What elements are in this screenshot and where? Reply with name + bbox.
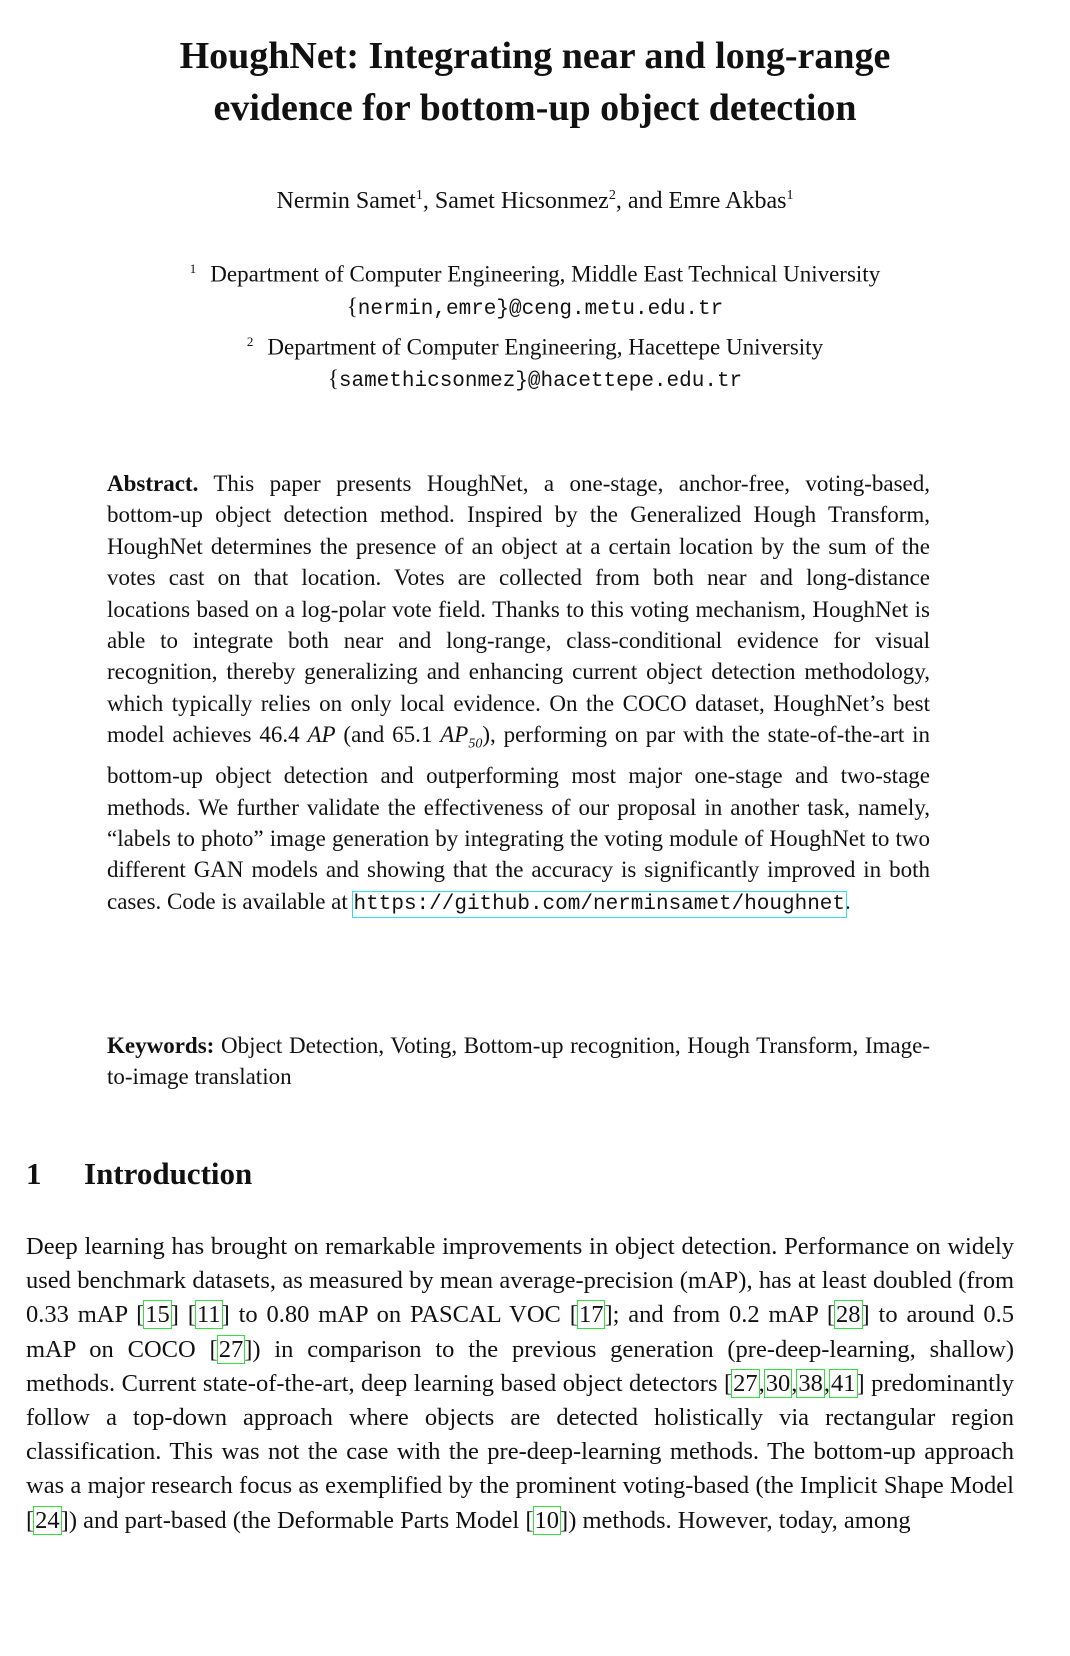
intro-text: ) methods. However, today, among	[568, 1506, 911, 1534]
intro-text: to 0.80 mAP on PASCAL VOC	[229, 1301, 570, 1329]
abstract-text: This paper presents HoughNet, a one-stage, anchor-free, voting-based, bottom-up object detection method. Inspired by the Generalized Hough Transform, HoughNet determines the presence of an object at a certain location by the sum of the votes cast on that location. Votes are collected from both near and long-distance locations based on a log-polar vote field. Thanks to this voting mechanism, HoughNet is able to integrate both near and long-range, class-conditional evidence for visual recognition, thereby generalizing and enhancing current object detection methodology, which typically relies on only local evidence. On the COCO dataset, HoughNet’s best model achieves 46.4	[107, 471, 930, 748]
intro-text: ; and from 0.2 mAP	[612, 1301, 827, 1329]
author-affiliation-mark: 1	[415, 188, 423, 203]
metric-base: AP	[440, 722, 469, 748]
affiliations	[0, 253, 1070, 398]
intro-text: to around 0.5 mAP on COCO	[26, 1301, 1014, 1363]
intro-text: ] predominantly follow a top-down approach where objects are detected holistically via rectangular region classification. This was not the case with the pre-deep-learning methods. The bottom-up approach was a major research focus as exemplified by the prominent voting-based (the Implicit Shape Model	[26, 1369, 1015, 1500]
email-brace: {	[346, 293, 358, 319]
keywords-label: Keywords:	[107, 1033, 215, 1058]
citation-link[interactable]: 27	[733, 1369, 758, 1397]
section-heading	[26, 1156, 252, 1192]
author-name: Emre Akbas	[668, 188, 787, 214]
email-domain: }@ceng.metu.edu.tr	[496, 297, 724, 321]
affiliation-2	[0, 326, 1070, 364]
abstract-end: .	[845, 888, 851, 914]
author-affiliation-mark: 2	[608, 188, 616, 203]
author-separator: , and	[615, 188, 669, 214]
author-list	[0, 188, 1070, 215]
abstract-text: ), performing on par with the state-of-the-art in bottom-up object detection and outperforming most major one-stage and two-stage methods. We further validate the effectiveness of our proposal in another task, namely, “labels to photo” image generation by integrating the voting module of HoughNet to two different GAN models and showing that the accuracy is significantly improved in both cases. Code is available at	[107, 722, 930, 914]
citation-link[interactable]: 28	[836, 1301, 861, 1329]
abstract-label: Abstract.	[107, 471, 199, 496]
affiliation-mark: 2	[246, 333, 254, 349]
abstract	[107, 468, 930, 920]
intro-text	[179, 1301, 188, 1328]
author-name: Samet Hicsonmez	[434, 188, 609, 214]
title-line-1: HoughNet: Integrating near and long-range	[179, 35, 891, 77]
intro-text: ) and part-based (the Deformable Parts Model	[68, 1506, 526, 1534]
intro-text: ) in comparison to the previous generation (pre-deep-learning, shallow) methods. Current state-of-the-art, deep learning based object detectors [	[26, 1335, 1014, 1397]
intro-paragraph: Deep learning has brought on remarkable improvements in object detection. Performance on widely used benchmark datasets, as measured by mean average-precision (mAP), has at least doubled (from 0.33 mAP [15] [11] to 0.80 mAP on PASCAL VOC [17]; and from 0.2 mAP [28] to around 0.5 mAP on COCO [27]) in comparison to the previous generation (pre-deep-learning, shallow) methods. Current state-of-the-art, deep learning based object detectors [27,30,38,41] predominantly follow a top-down approach where objects are detected holistically via rectangular region classification. This was not the case with the pre-deep-learning methods. The bottom-up approach was a major research focus as exemplified by the prominent voting-based (the Implicit Shape Model [24]) and part-based (the Deformable Parts Model [10]) methods. However, today, among	[26, 1233, 1015, 1534]
email-users: samethicsonmez	[338, 370, 516, 394]
abstract-metric-ap50	[440, 722, 483, 752]
title-line-2: evidence for bottom-up object detection	[213, 87, 857, 129]
citation-link[interactable]: 38	[798, 1369, 823, 1397]
keywords	[107, 1030, 930, 1093]
abstract-text: (and 65.1	[343, 722, 433, 748]
section-number: 1	[26, 1156, 42, 1191]
code-url-link[interactable]: https://github.com/nerminsamet/houghnet	[353, 892, 846, 916]
affiliation-email-2	[0, 363, 1070, 398]
metric-subscript: 50	[468, 736, 483, 752]
affiliation-mark: 1	[189, 261, 197, 276]
email-brace: {	[327, 366, 339, 392]
keywords-text: Object Detection, Voting, Bottom-up recognition, Hough Transform, Image-to-image translation	[107, 1033, 931, 1090]
citation-link[interactable]: 30	[765, 1369, 791, 1397]
affiliation-email-1	[0, 291, 1070, 326]
affiliation-dept: Department of Computer Engineering, Hacettepe University	[267, 334, 824, 360]
affiliation-dept: Department of Computer Engineering, Middle East Technical University	[210, 261, 881, 287]
citation-link[interactable]: 15	[145, 1301, 170, 1329]
author-separator: ,	[422, 188, 435, 214]
intro-text: Deep learning has brought on remarkable improvements in object detection. Performance on widely used benchmark datasets, as measured by mean average-precision (mAP), has at least doubled (from 0.33 mAP	[26, 1233, 1014, 1329]
citation-link[interactable]: 10	[534, 1506, 560, 1534]
citation-link[interactable]: 24	[35, 1506, 60, 1534]
citation-link[interactable]: 17	[578, 1301, 604, 1329]
abstract-metric: AP	[307, 722, 336, 748]
citation-link[interactable]: 11	[196, 1301, 221, 1329]
section-title: Introduction	[84, 1156, 253, 1191]
paper-title	[0, 30, 1070, 134]
email-domain: }@hacettepe.edu.tr	[515, 370, 743, 394]
author-affiliation-mark: 1	[786, 188, 794, 203]
citation-link[interactable]: 27	[218, 1335, 244, 1363]
citation-link[interactable]: 41	[831, 1369, 856, 1397]
affiliation-1	[0, 253, 1070, 291]
author-name: Nermin Samet	[276, 188, 416, 214]
email-users: nermin,emre	[357, 297, 497, 321]
